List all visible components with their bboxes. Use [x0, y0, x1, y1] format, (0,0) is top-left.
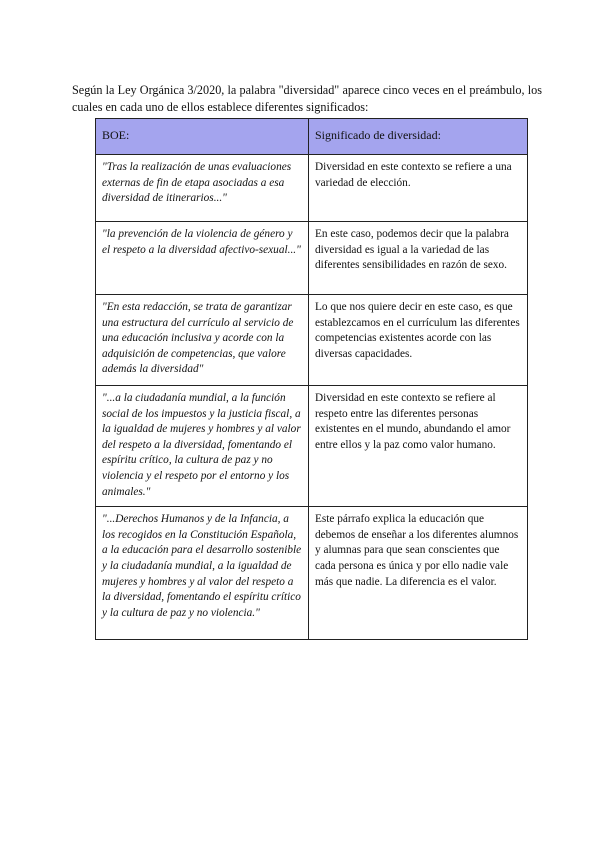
meaning-cell: Este párrafo explica la educación que debemos de enseñar a los diferentes alumnos y alumnas para que sean conscientes que cada persona es única y por ello nadie vale más que nadie. La diferencia es el valor.: [309, 507, 528, 640]
intro-paragraph: Según la Ley Orgánica 3/2020, la palabra "diversidad" aparece cinco veces en el preámbulo, los cuales en cada uno de ellos establece diferentes significados:: [72, 83, 542, 115]
table-row: [96, 386, 528, 507]
table-header-row: [96, 119, 528, 155]
table-row: [96, 222, 528, 295]
table-row: [96, 155, 528, 222]
boe-quote-cell: "En esta redacción, se trata de garantizar una estructura del currículo al servicio de una educación inclusiva y acorde con la adquisición de competencias, que valore además la diversidad": [96, 295, 309, 386]
boe-quote-cell: "Tras la realización de unas evaluaciones externas de fin de etapa asociadas a esa diversidad de itinerarios...": [96, 155, 309, 222]
boe-quote-cell: "...a la ciudadanía mundial, a la función social de los impuestos y la justicia fiscal, a la igualdad de mujeres y hombres y al valor del respeto a la diversidad, fomentando el espíritu crítico, la cultura de paz y no violencia y el respeto por el entorno y los animales.": [96, 386, 309, 507]
table-row: [96, 507, 528, 640]
boe-quote-cell: "...Derechos Humanos y de la Infancia, a los recogidos en la Constitución Española, a la educación para el desarrollo sostenible y la ciudadanía mundial, a la igualdad de mujeres y hombres y al valor del respeto a la diversidad, fomentando el espíritu crítico y la cultura de paz y no violencia.": [96, 507, 309, 640]
diversity-table: [95, 118, 528, 640]
meaning-cell: Diversidad en este contexto se refiere a una variedad de elección.: [309, 155, 528, 222]
meaning-cell: Diversidad en este contexto se refiere al respeto entre las diferentes personas existentes en el mundo, abundando el amor entre ellos y la paz como valor humano.: [309, 386, 528, 507]
table-row: [96, 295, 528, 386]
header-boe: BOE:: [96, 119, 309, 155]
header-significado: Significado de diversidad:: [309, 119, 528, 155]
meaning-cell: En este caso, podemos decir que la palabra diversidad es igual a la variedad de las diferentes sensibilidades en razón de sexo.: [309, 222, 528, 295]
meaning-cell: Lo que nos quiere decir en este caso, es que establezcamos en el currículum las diferentes competencias existentes acorde con las diversas capacidades.: [309, 295, 528, 386]
boe-quote-cell: "la prevención de la violencia de género y el respeto a la diversidad afectivo-sexual...": [96, 222, 309, 295]
